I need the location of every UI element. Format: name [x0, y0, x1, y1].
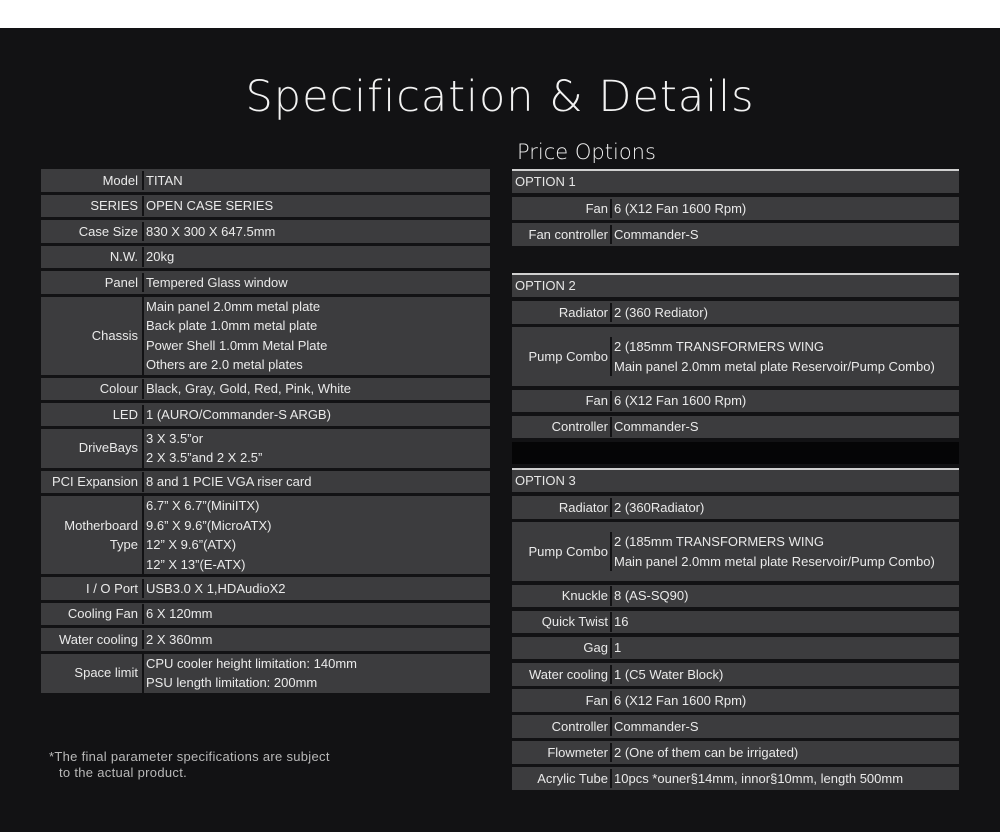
option-row	[512, 715, 959, 738]
spec-row	[41, 577, 490, 600]
value-line: 2 (360 Rediator)	[614, 304, 708, 320]
value-line: 2 (185mm TRANSFORMERS WING	[614, 339, 824, 355]
row-value	[142, 405, 490, 425]
option-header: OPTION 3	[512, 468, 959, 492]
row-label: Controller	[551, 419, 608, 435]
row-label: Panel	[104, 274, 138, 290]
row-value	[142, 171, 490, 191]
row-label: Pump Combo	[528, 543, 608, 559]
row-label: Space limit	[74, 665, 138, 681]
option-row	[512, 522, 959, 581]
value-line: 830 X 300 X 647.5mm	[146, 223, 276, 239]
option-row	[512, 637, 959, 660]
option-row	[512, 416, 959, 439]
option-row	[512, 301, 959, 324]
value-line: 2 (360Radiator)	[614, 499, 705, 515]
row-label: Case Size	[78, 223, 138, 239]
value-line: 1 (AURO/Commander-S ARGB)	[146, 406, 331, 422]
row-label: LED	[112, 406, 138, 422]
disclaimer-line-1: *The final parameter specifications are subject	[49, 749, 330, 764]
row-label: Fan controller	[528, 226, 608, 242]
spec-row	[41, 271, 490, 294]
value-line: 12” X 13”(E-ATX)	[146, 556, 246, 572]
spec-row	[41, 246, 490, 269]
spec-row	[41, 471, 490, 494]
value-line: Commander-S	[614, 718, 699, 734]
row-value	[610, 638, 959, 658]
row-label: Water cooling	[59, 631, 138, 647]
option-row	[512, 689, 959, 712]
row-label: Fan	[585, 692, 608, 708]
value-line: 1	[614, 640, 622, 656]
option-row	[512, 390, 959, 413]
spec-row	[41, 496, 490, 574]
row-value	[610, 417, 959, 437]
value-line: 2 (One of them can be irrigated)	[614, 744, 799, 760]
row-value	[610, 586, 959, 606]
option-header: OPTION 2	[512, 273, 959, 297]
option-row	[512, 741, 959, 764]
spec-row	[41, 603, 490, 626]
value-line: Tempered Glass window	[146, 274, 288, 290]
row-label: Chassis	[91, 327, 138, 343]
row-value	[610, 391, 959, 411]
row-value	[610, 743, 959, 763]
row-label: Fan	[585, 393, 608, 409]
option-header: OPTION 1	[512, 169, 959, 193]
value-line: Main panel 2.0mm metal plate Reservoir/Pump Combo)	[614, 358, 935, 374]
row-value	[610, 665, 959, 685]
row-value	[610, 612, 959, 632]
row-label: Colour	[99, 381, 138, 396]
row-label: Controller	[551, 718, 608, 734]
option-gap	[512, 249, 959, 273]
row-label: Pump Combo	[528, 349, 608, 365]
option-row	[512, 611, 959, 634]
row-label: Model	[102, 172, 138, 188]
row-value	[610, 498, 959, 518]
row-label: I / O Port	[85, 580, 138, 596]
row-label: N.W.	[109, 249, 138, 264]
value-line: Main panel 2.0mm metal plate	[146, 298, 321, 314]
row-label: Motherboard Type	[64, 517, 138, 552]
spec-row	[41, 297, 490, 375]
value-line: Back plate 1.0mm metal plate	[146, 318, 318, 333]
value-line: 6 (X12 Fan 1600 Rpm)	[614, 200, 747, 216]
row-value	[142, 630, 490, 650]
row-label: Water cooling	[529, 666, 608, 682]
row-label: SERIES	[90, 198, 138, 213]
value-line: 6.7” X 6.7”(MiniITX)	[146, 498, 260, 513]
row-value	[610, 691, 959, 711]
row-value	[142, 297, 490, 375]
row-label: Radiator	[558, 304, 608, 320]
spec-table	[41, 169, 490, 696]
value-line: 16	[614, 614, 629, 630]
row-value	[142, 604, 490, 624]
row-label: PCI Expansion	[52, 474, 138, 489]
row-value	[142, 579, 490, 599]
disclaimer-line-2: to the actual product.	[59, 765, 188, 780]
value-line: 6 X 120mm	[146, 606, 213, 621]
row-label: DriveBays	[78, 440, 138, 456]
row-value	[142, 222, 490, 242]
spec-row	[41, 195, 490, 218]
value-line: Black, Gray, Gold, Red, Pink, White	[146, 381, 351, 396]
option-row	[512, 496, 959, 519]
value-line: 20kg	[146, 249, 175, 264]
value-line: Main panel 2.0mm metal plate Reservoir/Pump Combo)	[614, 553, 935, 569]
option-row	[512, 197, 959, 220]
value-line: 10pcs *ouner§14mm, innor§10mm, length 500mm	[614, 770, 904, 786]
row-value	[610, 303, 959, 323]
row-label: Quick Twist	[541, 614, 608, 630]
value-line: Power Shell 1.0mm Metal Plate	[146, 337, 328, 353]
row-value	[142, 196, 490, 216]
row-label: Gag	[583, 640, 608, 656]
option-row	[512, 223, 959, 246]
row-value	[142, 472, 490, 492]
row-value	[142, 379, 490, 399]
row-value	[610, 225, 959, 245]
value-line: 2 X 3.5”and 2 X 2.5”	[146, 450, 263, 465]
disclaimer-note	[49, 749, 330, 781]
option-row	[512, 767, 959, 790]
value-line: USB3.0 X 1,HDAudioX2	[146, 580, 286, 596]
page-title: Specification & Details	[245, 72, 755, 122]
spec-row	[41, 429, 490, 468]
value-line: OPEN CASE SERIES	[146, 198, 274, 213]
row-label: Radiator	[558, 499, 608, 515]
value-line: 2 (185mm TRANSFORMERS WING	[614, 534, 824, 550]
spec-row	[41, 403, 490, 426]
price-options-title: Price Options	[517, 140, 656, 164]
row-value	[142, 273, 490, 293]
value-line: 6 (X12 Fan 1600 Rpm)	[614, 692, 747, 708]
value-line: 12” X 9.6”(ATX)	[146, 537, 237, 552]
value-line: Others are 2.0 metal plates	[146, 357, 303, 372]
row-label: Fan	[585, 200, 608, 216]
value-line: 3 X 3.5”or	[146, 430, 204, 446]
value-line: 9.6” X 9.6”(MicroATX)	[146, 517, 272, 533]
value-line: Commander-S	[614, 419, 699, 435]
row-value	[610, 769, 959, 789]
spec-row	[41, 220, 490, 243]
row-value	[610, 532, 959, 571]
option-row	[512, 327, 959, 386]
spec-row	[41, 169, 490, 192]
value-line: 2 X 360mm	[146, 631, 213, 647]
page-background	[0, 28, 1000, 832]
row-label: Cooling Fan	[67, 606, 138, 621]
value-line: CPU cooler height limitation: 140mm	[146, 655, 357, 671]
value-line: 6 (X12 Fan 1600 Rpm)	[614, 393, 747, 409]
value-line: 1 (C5 Water Block)	[614, 666, 724, 682]
value-line: 8 (AS-SQ90)	[614, 588, 689, 604]
row-value	[142, 247, 490, 267]
option-gap	[512, 442, 959, 464]
spec-row	[41, 378, 490, 401]
value-line: TITAN	[146, 172, 183, 188]
row-label: Flowmeter	[547, 744, 608, 760]
value-line: PSU length limitation: 200mm	[146, 675, 318, 690]
row-value	[610, 337, 959, 376]
value-line: 8 and 1 PCIE VGA riser card	[146, 474, 312, 489]
spec-row	[41, 628, 490, 651]
row-value	[142, 654, 490, 693]
option-row	[512, 663, 959, 686]
row-label: Acrylic Tube	[537, 770, 608, 786]
row-value	[610, 199, 959, 219]
spec-row	[41, 654, 490, 693]
option-row	[512, 585, 959, 608]
value-line: Commander-S	[614, 226, 699, 242]
price-options-table	[512, 169, 959, 794]
row-value	[142, 429, 490, 468]
row-value	[610, 717, 959, 737]
row-label: Knuckle	[561, 588, 608, 604]
row-value	[142, 496, 490, 574]
